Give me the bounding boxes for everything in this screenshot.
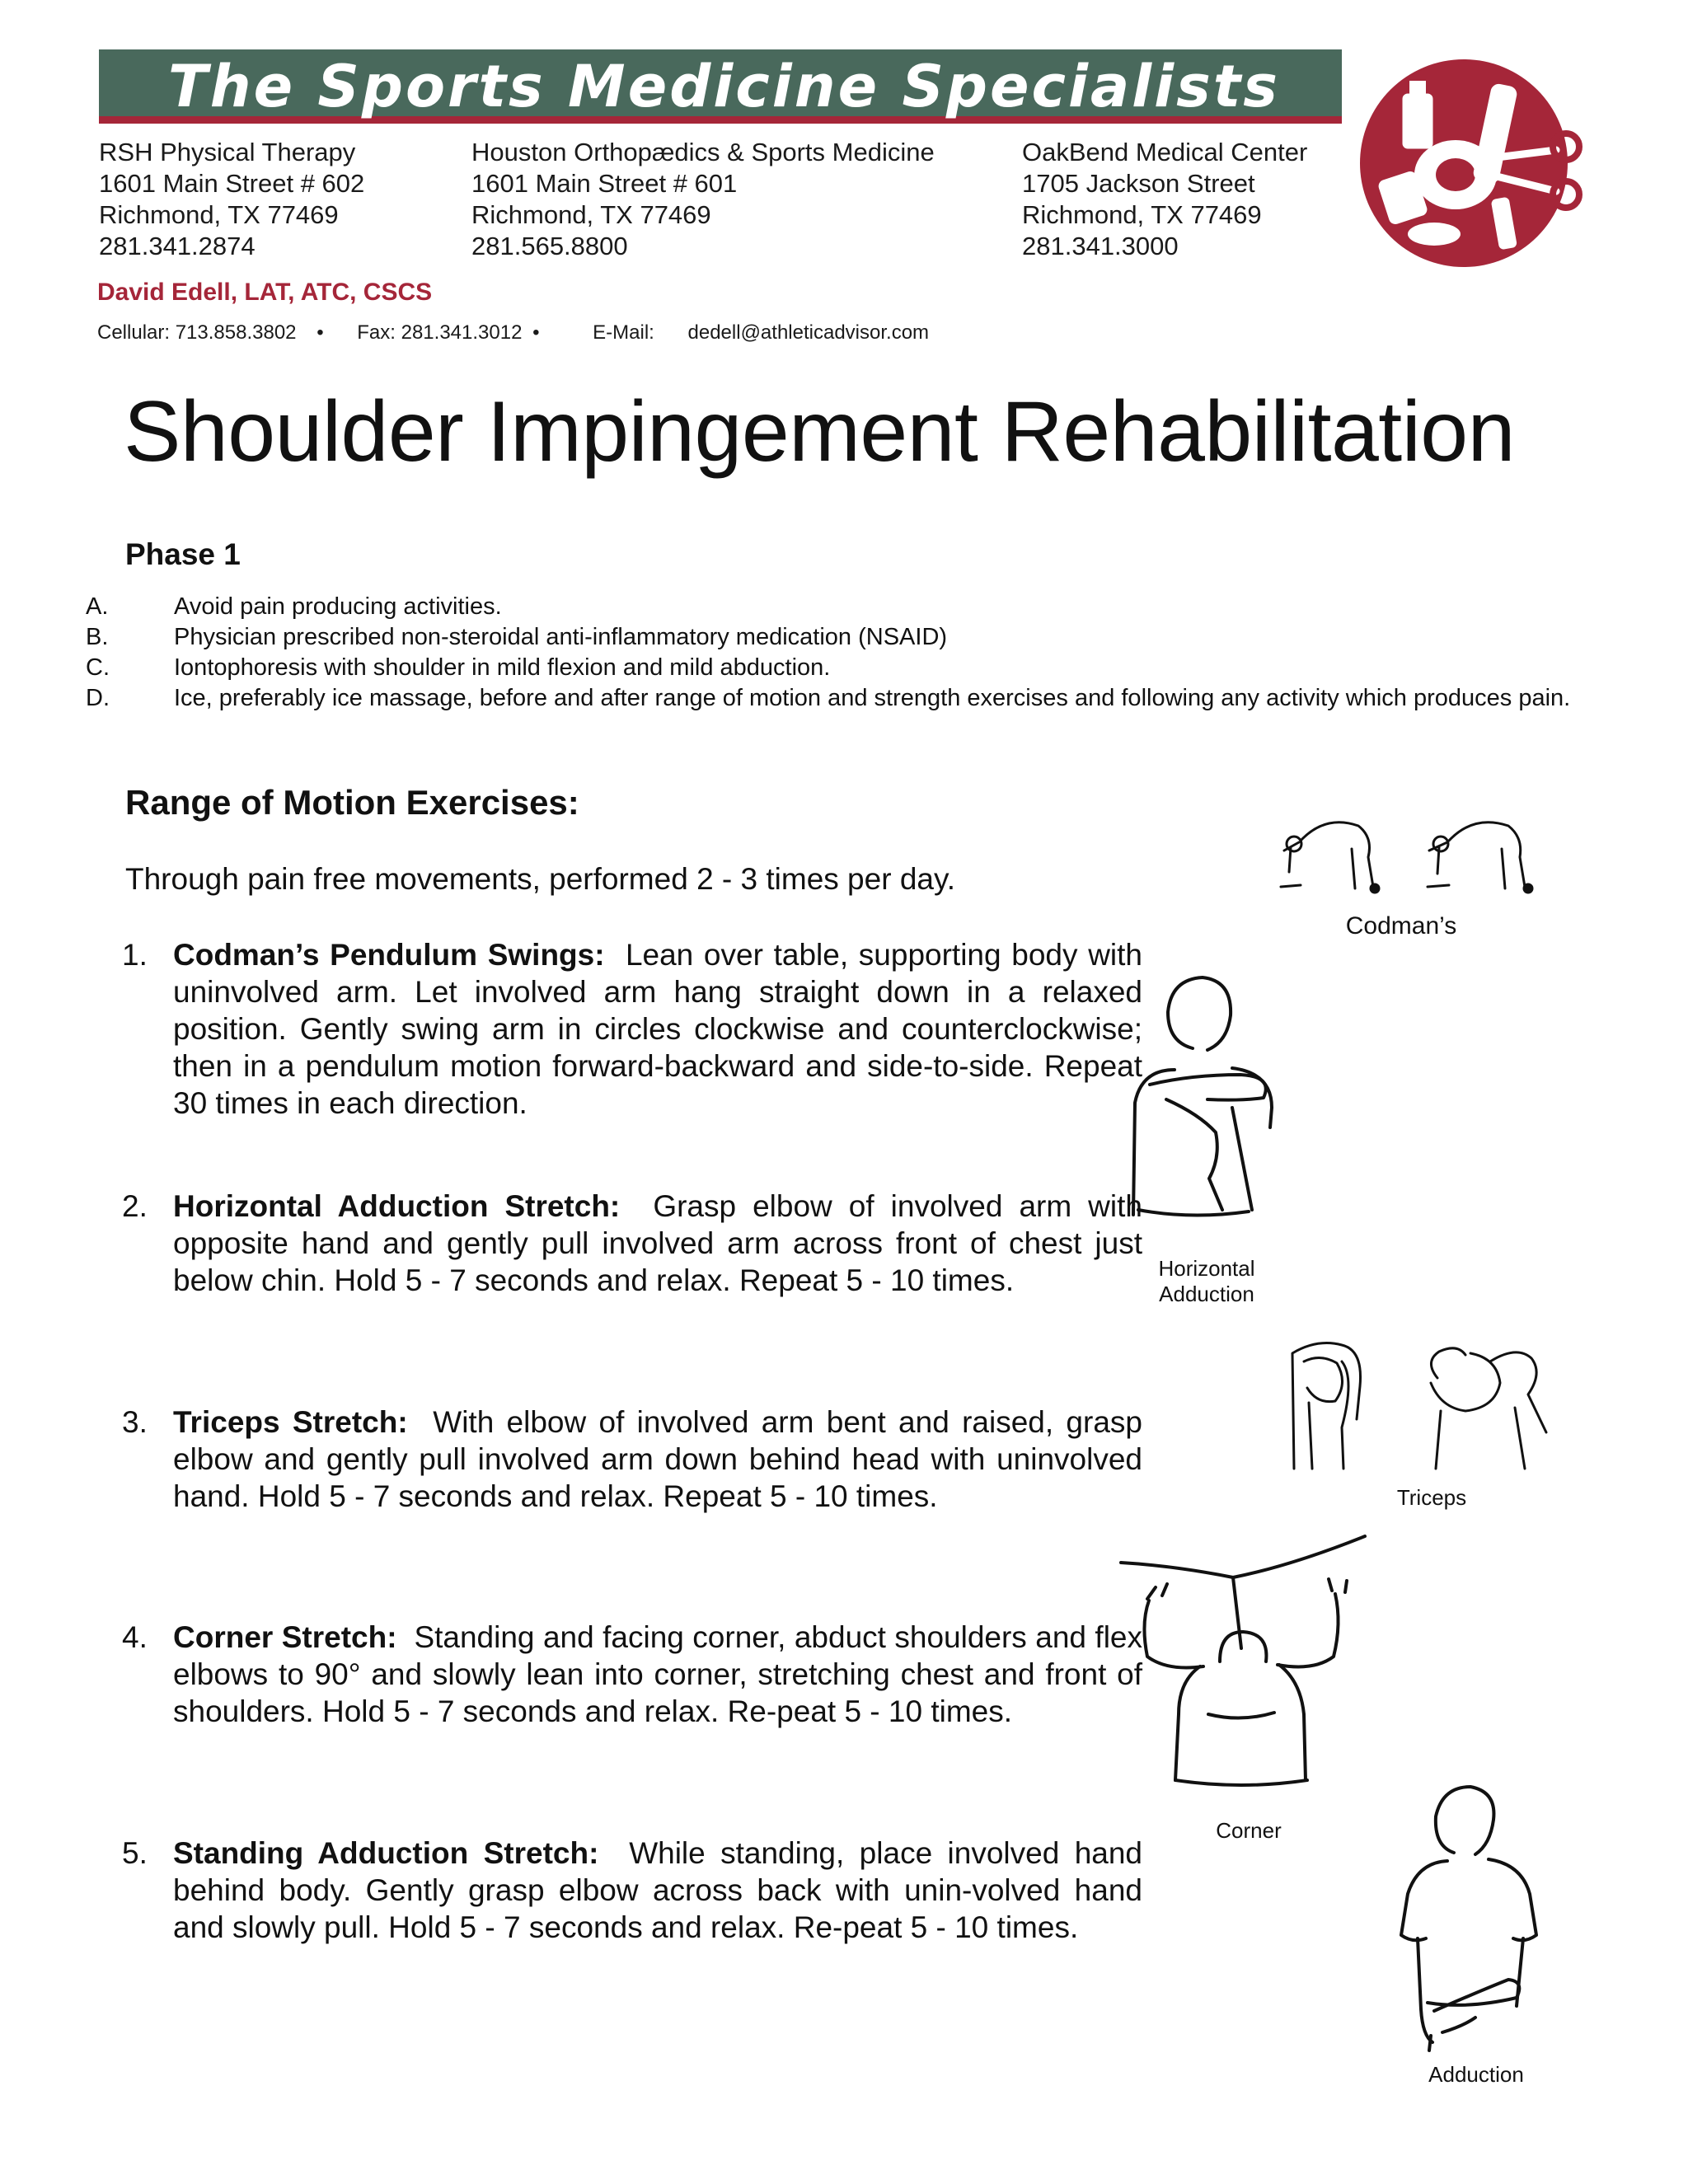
rom-intro: Through pain free movements, performed 2 - 3 times per day. [125, 862, 956, 896]
exercise-number: 5. [122, 1836, 148, 1870]
figure-caption-codman: Codman’s [1345, 912, 1457, 940]
exercise-text: Grasp elbow of involved arm with opposite hand and gently pull involved arm across front of chest just below chin. Hold 5 - 7 seconds and relax. Repeat 5 - 10 times. [173, 1189, 1142, 1297]
contact-name: David Edell, LAT, ATC, CSCS [97, 279, 433, 306]
address-name: OakBend Medical Center [1022, 138, 1308, 166]
exercise-number: 1. [122, 938, 148, 972]
address-street: 1705 Jackson Street [1022, 169, 1255, 198]
item-text: Iontophoresis with shoulder in mild flexion and mild abduction. [174, 654, 831, 681]
address-street: 1601 Main Street # 601 [471, 169, 738, 198]
item-letter: B. [86, 624, 109, 650]
page-title: Shoulder Impingement Rehabilitation [124, 384, 1515, 480]
caption-line: Horizontal [1158, 1256, 1255, 1281]
sports-medicine-logo-icon [1358, 51, 1589, 270]
address-phone: 281.341.2874 [99, 232, 256, 260]
phase-1-heading: Phase 1 [125, 537, 241, 571]
exercise-name: Standing Adduction Stretch: [173, 1836, 599, 1870]
bullet-separator: • [532, 321, 540, 344]
exercise-name: Triceps Stretch: [173, 1405, 408, 1439]
cellular-number: Cellular: 713.858.3802 [97, 321, 297, 344]
address-houston-orthopaedics [471, 137, 935, 262]
exercise-text: Standing and facing corner, abduct shoulders and flex elbows to 90° and slowly lean into corner, stretching chest and front of shoulders. Hold 5 - 7 seconds and relax. Re-peat 5 - 10 times. [173, 1620, 1142, 1728]
exercise-number: 2. [122, 1189, 148, 1223]
address-phone: 281.341.3000 [1022, 232, 1179, 260]
codman-pendulum-illustration [1276, 808, 1556, 898]
exercise-number: 4. [122, 1620, 148, 1654]
email-link[interactable]: dedell@athleticadvisor.com [687, 321, 930, 344]
horizontal-adduction-illustration [1117, 963, 1298, 1243]
exercise-body [173, 936, 1142, 1122]
exercise-body [173, 1404, 1142, 1515]
item-text: Ice, preferably ice massage, before and after range of motion and strength exercises and following any activity which produces pain. [174, 685, 1571, 711]
item-text: Physician prescribed non-steroidal anti-inflammatory medication (NSAID) [174, 624, 948, 650]
address-name: RSH Physical Therapy [99, 138, 356, 166]
exercise-body [173, 1619, 1142, 1730]
address-phone: 281.565.8800 [471, 232, 628, 260]
address-rsh-physical-therapy [99, 137, 364, 262]
exercise-name: Horizontal Adduction Stretch: [173, 1189, 621, 1223]
address-city: Richmond, TX 77469 [99, 200, 339, 229]
triceps-stretch-illustration [1284, 1329, 1568, 1475]
exercise-text: Lean over table, supporting body with uninvolved arm. Let involved arm hang straight down in a relaxed position. Gently swing arm in circles clockwise and counterclockwise; then in a pendulum motion forward-backward and side-to-side. Repeat 30 times in each direction. [173, 938, 1142, 1120]
corner-stretch-illustration [1118, 1533, 1381, 1813]
header-banner [99, 49, 1342, 124]
address-name: Houston Orthopædics & Sports Medicine [471, 138, 935, 166]
exercise-body [173, 1835, 1142, 1946]
banner-title: The Sports Medicine Specialists [168, 53, 1280, 120]
exercise-name: Codman’s Pendulum Swings: [173, 938, 605, 972]
contact-line [97, 321, 929, 344]
item-letter: A. [86, 593, 109, 620]
item-letter: C. [86, 654, 110, 681]
figure-caption-corner: Corner [1216, 1818, 1282, 1843]
address-street: 1601 Main Street # 602 [99, 169, 365, 198]
standing-adduction-illustration [1385, 1770, 1569, 2060]
exercise-text: With elbow of involved arm bent and raised, grasp elbow and gently pull involved arm down behind head with uninvolved hand. Hold 5 - 7 seconds and relax. Repeat 5 - 10 times. [173, 1405, 1142, 1513]
figure-caption-triceps: Triceps [1396, 1485, 1467, 1510]
caption-line: Adduction [1159, 1282, 1254, 1306]
item-text: Avoid pain producing activities. [174, 593, 502, 620]
item-letter: D. [86, 685, 110, 711]
address-city: Richmond, TX 77469 [471, 200, 711, 229]
figure-caption-adduction: Adduction [1428, 2062, 1524, 2087]
exercise-body [173, 1188, 1142, 1299]
bullet-separator: • [316, 321, 324, 344]
exercise-number: 3. [122, 1405, 148, 1439]
exercise-name: Corner Stretch: [173, 1620, 397, 1654]
figure-caption-horizontal-adduction [1141, 1256, 1273, 1307]
rom-heading: Range of Motion Exercises: [125, 783, 579, 822]
address-oakbend-medical-center [1022, 137, 1307, 262]
exercise-text: While standing, place involved hand behind body. Gently grasp elbow across back with unin-volved hand and slowly pull. Hold 5 - 7 seconds and relax. Re-peat 5 - 10 times. [173, 1836, 1142, 1944]
address-city: Richmond, TX 77469 [1022, 200, 1262, 229]
email-label: E-Mail: [593, 321, 654, 344]
fax-number: Fax: 281.341.3012 [357, 321, 523, 344]
